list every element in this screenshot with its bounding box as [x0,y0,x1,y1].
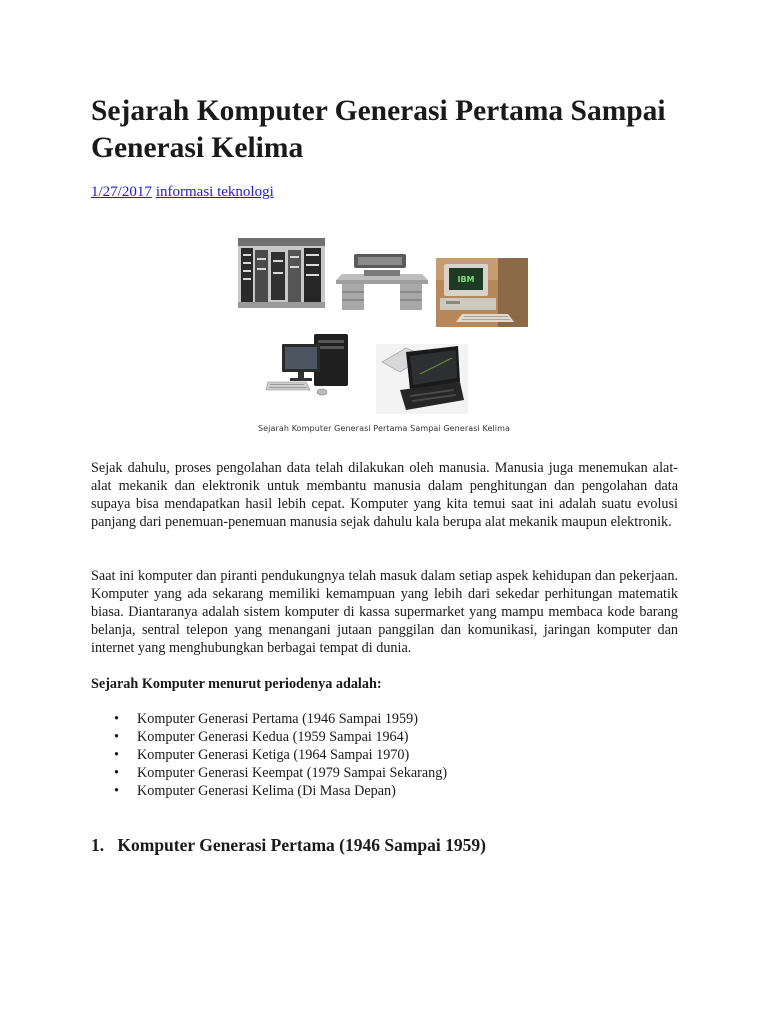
fourth-generation-desktop-image [266,332,354,398]
list-item-text: Komputer Generasi Keempat (1979 Sampai Sekarang) [137,765,448,781]
second-paragraph: Saat ini komputer dan piranti pendukungnya telah masuk dalam setiap aspek kehidupan dan pekerjaan. Komputer yang ada sekarang memiliki kemampuan yang lebih dari sekedar perhitungan matematik biasa. Diantaranya adalah sistem komputer di kassa supermarket yang mampu membaca kode barang belanja, sentral telepon yang menangani jutaan panggilan dan komunikasi, jaringan komputer dan internet yang menghubungkan berbagai tempat di dunia. [91,568,678,656]
list-item [91,764,447,782]
bullet-icon: • [114,765,119,781]
list-item-text: Komputer Generasi Kedua (1959 Sampai 1964) [137,729,409,745]
bullet-icon: • [114,711,119,727]
date-link[interactable]: 1/27/2017 [91,184,152,200]
list-item [91,746,447,764]
first-generation-computer-image [238,238,325,308]
period-list-heading: Sejarah Komputer menurut periodenya adalah: [91,676,382,692]
category-link[interactable]: informasi teknologi [155,184,274,200]
list-item [91,782,447,800]
list-item [91,728,447,746]
bullet-icon: • [114,783,119,799]
list-item-text: Komputer Generasi Pertama (1946 Sampai 1959) [137,711,418,727]
fifth-generation-laptop-image [376,344,468,414]
intro-paragraph: Sejak dahulu, proses pengolahan data telah dilakukan oleh manusia. Manusia juga menemukan alat-alat mekanik dan elektronik untuk membantu manusia dalam penghitungan dan pengolahan data supaya bisa mendapatkan hasil lebih cepat. Komputer yang kita temui saat ini adalah suatu evolusi panjang dari penemuan-penemuan manusia sejak dahulu kala berupa alat mekanik maupun elektronik. [91,460,678,530]
list-item-text: Komputer Generasi Ketiga (1964 Sampai 1970) [137,747,410,763]
second-generation-computer-image [334,248,430,314]
section-heading-text: Komputer Generasi Pertama (1946 Sampai 1959) [117,835,486,855]
post-meta [91,183,274,201]
bullet-icon: • [114,729,119,745]
figure-caption: Sejarah Komputer Generasi Pertama Sampai Generasi Kelima [257,424,511,433]
article-title: Sejarah Komputer Generasi Pertama Sampai Generasi Kelima [91,95,666,164]
computer-generations-figure [236,236,532,436]
section-heading [91,834,486,856]
list-item [91,710,447,728]
generation-list [91,710,447,800]
ibm-screen-label: IBM [457,275,475,284]
bullet-icon: • [114,747,119,763]
section-number: 1. [91,835,105,855]
third-generation-ibm-pc-image [436,258,528,327]
list-item-text: Komputer Generasi Kelima (Di Masa Depan) [137,783,396,799]
